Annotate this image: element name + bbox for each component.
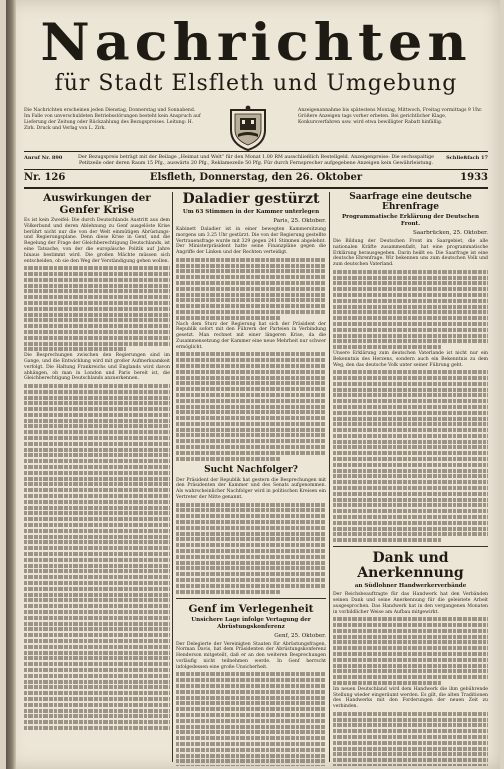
issue-year: 1933 [460,172,488,183]
article-headline: Dank und Anerkennung [357,550,464,582]
article-dateline: Genf, 25. Oktober. [274,632,326,639]
article-body: Der Reichsbeauftragte für das Handwerk hat den Verbänden seinen Dank und seine Anerkennung für die geleistete Arbeit ausgesprochen. Das Handwerk hat in den vergangenen Monaten in vorbildlicher Weise am Aufbau mitgewirkt. [333,592,488,615]
advertising-info: Anzeigenannahme bis spätestens Montag, Mittwoch, Freitag vormittags 9 Uhr. Größere Anzeigen tags vorher erbeten. Bei gerichtlicher Klage, Konkursverfahren usw. wird etwa bewilligter Rabatt hinfällig. [298,108,483,125]
phone-number: Anruf Nr. 890 [24,155,63,161]
article-dateline: Paris, 25. Oktober. [273,218,326,224]
masthead-title: Nachrichten [40,11,472,73]
masthead-subtitle: für Stadt Elsfleth und Umgebung [54,71,458,96]
divider [24,169,488,170]
article-body: Die Besprechungen zwischen den Regierungen sind im Gange, und die Entwicklung wird mit großer Aufmerksamkeit verfolgt. Die Haltung Frankreichs und Englands wird davon abhängen, ob man in London und Paris bereit ist, die Gleichberechtigung Deutschlands anzuerkennen. [24,353,170,382]
column-left [24,192,170,766]
column-rule [329,192,330,762]
article-body: Kabinett Daladier ist in einer bewegten Kammersitzung morgens um 3.25 Uhr gestürzt. Die von der Regierung gestellte Vertrauensfrage wurde mit 329 gegen 241 Stimmen abgelehnt. Der Ministerpräsident hatte seine Finanzpläne gegen die Angriffe der Linken und der Rechten verteidigt. [176,227,326,256]
divider [333,546,488,547]
book-binding [6,0,16,769]
divider [176,598,326,599]
article-subheadline: Unsichere Lage infolge Vertagung der Abrüstungskonferenz [191,616,311,630]
article-subheadline: an Südlohner Handwerkerverbände [354,583,467,590]
article-headline: Daladier gestürzt [182,192,320,207]
article-body: Nach dem Sturz der Regierung hat sich der Präsident der Republik sofort mit den Führern der Parteien in Verbindung gesetzt. Man rechnet mit einer längeren Krise, da die Zusammensetzung der Kammer eine neue Mehrheit nur schwer ermöglicht. [176,321,326,350]
article-body: Der Delegierte der Vereinigten Staaten für Abrüstungsfragen, Norman Davis, hat dem Präsidenten der Abrüstungskonferenz Henderson mitgeteilt, daß er an den weiteren Besprechungen vorläufig nicht teilnehmen werde. In Genf herrscht infolgedessen eine große Unsicherheit. [176,641,326,670]
article-headline: Sucht Nachfolger? [204,464,298,475]
column-middle [176,192,326,766]
city-coat-of-arms-icon [227,104,269,152]
column-rule [172,192,173,762]
article-body: Es ist kein Zweifel: Die durch Deutschlands Austritt aus dem Völkerbund und deren Ablehnung zu Genf ausgelöste Krise berührt nicht nur die von der Welt einmütigen Abrüstungs- und Regierungsplane. Denn diese Krise in Genf, und die Regelung der Frage der Gleichberechtigung Deutschlands, ist eine Tatsache, von der die europäische Politik auf Jahre hinaus bestimmt wird. Die großen Mächte müssen sich entscheiden, ob sie den Weg der Verständigung gehen wollen. [24,218,170,264]
place-date: Elsfleth, Donnerstag, den 26. Oktober [149,172,363,183]
price-strip [24,155,488,167]
divider [24,187,488,189]
divider [24,151,488,152]
article-headline: Genf im Verlegenheit [188,602,314,615]
article-body: Im neuen Deutschland wird dem Handwerk die ihm gebührende Stellung wieder eingeräumt werden. Es gilt, die alten Traditionen des Handwerks mit den Forderungen der neuen Zeit zu verbinden. [333,686,488,710]
article-body: Der Präsident der Republik hat gestern die Besprechungen mit den Präsidenten der Kammer und des Senats aufgenommen. Als wahrscheinlicher Nachfolger wird in politischen Kreisen ein Vertreter der Mitte genannt. [176,477,326,501]
masthead [24,11,488,96]
article-dateline: Saarbrücken, 25. Oktober. [412,230,488,236]
article-body: Die Bildung der Deutschen Front im Saargebiet, die alle nationalen Kräfte zusammenfaßt, hat eine programmatische Erklärung herausgegeben. Darin heißt es: Die Saarfrage ist eine deutsche Ehrenfrage. Wir bekennen uns zum deutschen Volk und zum deutschen Vaterland. [333,239,488,268]
article-headline: Saarfrage eine deutsche Ehrenfrage [349,192,472,212]
article-subheadline: Um 63 Stimmen in der Kammer unterlegen [182,209,320,215]
article-headline: Auswirkungen der Genfer Krise [43,192,151,216]
article-subheadline: Programmatische Erklärung der Deutschen Front. [341,214,480,227]
column-right [333,192,488,766]
post-box: Schließfach 17 [446,155,488,161]
publication-info: Die Nachrichten erscheinen jeden Dienstag, Donnerstag und Sonnabend. Im Falle von unverschuldeten Betriebsstörungen besteht kein Anspruch auf Lieferung der Zeitung oder Rückzahlung des Bezugspreises. Leitung: H. Zirk. Druck und Verlag von L. Zirk. [24,108,201,131]
dateline [24,172,488,186]
article-body: Unsere Erklärung zum deutschen Vaterlande ist nicht nur ein Bekenntnis des Herzens, sondern auch ein Bekenntnis zu dem Weg, den das deutsche Volk unter seiner Führung geht. [333,350,488,368]
newspaper-page [6,0,500,769]
issue-number: Nr. 126 [24,172,66,183]
price-text: Der Bezugspreis beträgt mit der Beilage „Heimat und Welt“ für den Monat 1.00 RM ausschließlich Bestellgeld. Anzeigenpreise: Die sechsspaltige Petitzeile oder deren Raum 15 Pfg., auswärts 20 Pfg., Reklamezeile 50 Pfg. Für durch Fernsprecher aufgegebene Anzeigen kein Gewährleistung. [78,155,434,166]
